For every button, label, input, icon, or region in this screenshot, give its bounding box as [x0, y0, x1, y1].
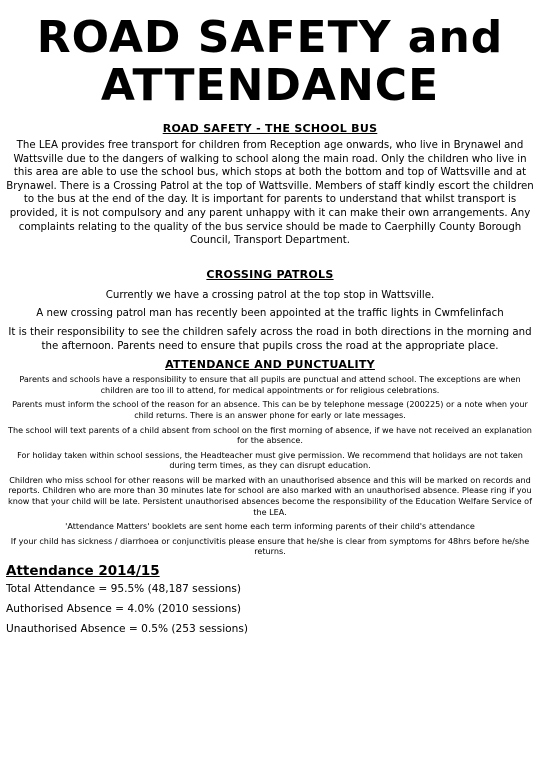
- attendance-paragraph: The school will text parents of a child absent from school on the first morning of absence, if we have not received an explanation for the absence.: [8, 424, 532, 446]
- stats-heading: Attendance 2014/15: [6, 563, 160, 580]
- attendance-paragraph: 'Attendance Matters' booklets are sent home each term informing parents of their child's attendance: [65, 521, 475, 532]
- attendance-paragraph: If your child has sickness / diarrhoea or conjunctivitis please ensure that he/she is clear from symptoms for 48hrs before he/she returns.: [10, 535, 530, 557]
- attendance-paragraph: Children who miss school for other reasons will be marked with an unauthorised absence and this will be marked on records and reports. Children who are more than 30 minutes late for school are also marked with an unauthorised absence. Please ring if you know that your child will be late. Persistent unauthorised absences become the responsibility of the Education Welfare Service of the LEA.: [8, 474, 532, 517]
- title-line-1: ROAD SAFETY and: [36, 12, 504, 63]
- attendance-section: [0, 358, 540, 557]
- crossing-paragraph: It is their responsibility to see the children safely across the road in both directions in the morning and the afternoon. Parents need to ensure that pupils cross the road at the appropriate place.: [8, 326, 532, 352]
- attendance-paragraph: Parents must inform the school of the reason for an absence. This can be by telephone message (200225) or a note when your child returns. There is an answer phone for early or late messages.: [12, 399, 528, 420]
- title-line-2: ATTENDANCE: [100, 60, 440, 111]
- crossing-paragraph: A new crossing patrol man has recently been appointed at the traffic lights in Cwmfelinfach: [36, 308, 504, 320]
- bus-paragraph: The LEA provides free transport for children from Reception age onwards, who live in Brynawel and Wattsville due to the dangers of walking to school along the main road. Only the children who live in this area are able to use the school bus, which stops at both the bottom and top of Wattsville and at Brynawel. There is a Crossing Patrol at the top of Wattsville. Members of staff kindly escort the children to the bus at the end of the day. It is important for parents to understand that whilst transport is provided, it is not compulsory and any parent unhappy with it can make their own arrangements. Any complaints relating to the quality of the bus service should be made to Caerphilly County Borough Council, Transport Department.: [6, 140, 534, 247]
- stat-authorised-absence: Authorised Absence = 4.0% (2010 sessions): [6, 603, 242, 616]
- page-title: [0, 0, 540, 110]
- bus-section: [0, 122, 540, 248]
- bus-heading: ROAD SAFETY - THE SCHOOL BUS: [162, 122, 378, 135]
- crossing-paragraph: Currently we have a crossing patrol at the top stop in Wattsville.: [105, 289, 435, 301]
- attendance-heading: ATTENDANCE AND PUNCTUALITY: [165, 358, 375, 372]
- stat-total-attendance: Total Attendance = 95.5% (48,187 sessions): [6, 583, 242, 596]
- crossing-heading: CROSSING PATROLS: [206, 267, 334, 281]
- attendance-paragraph: Parents and schools have a responsibility to ensure that all pupils are punctual and attend school. The exceptions are when children are too ill to attend, for medical appointments or for religious celebrations.: [19, 374, 521, 395]
- attendance-paragraph: For holiday taken within school sessions, the Headteacher must give permission. We recommend that holidays are not taken during term times, as they can disrupt education.: [17, 449, 523, 471]
- stats-section: [0, 563, 540, 636]
- crossing-section: [0, 268, 540, 353]
- stat-unauthorised-absence: Unauthorised Absence = 0.5% (253 sessions): [6, 623, 248, 636]
